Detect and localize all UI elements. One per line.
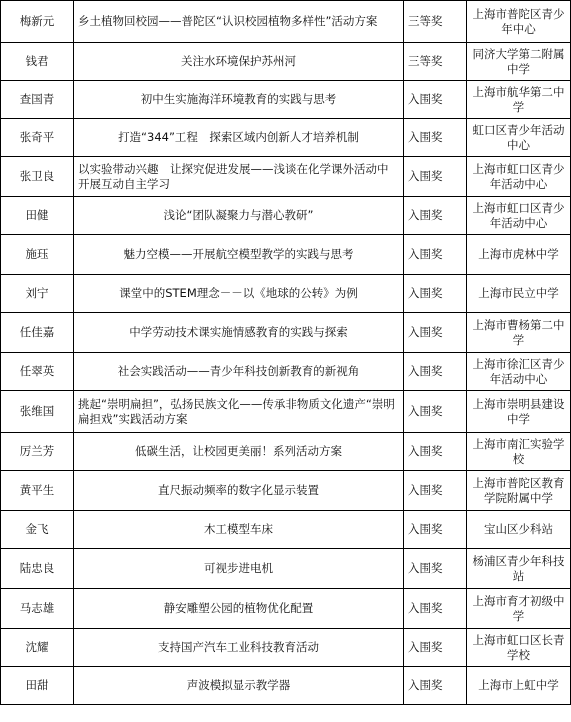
organization-cell: 上海市普陀区教育学院附属中学 <box>467 471 571 511</box>
organization-cell: 上海市曹杨第二中学 <box>467 313 571 353</box>
organization-cell: 上海市徐汇区青少年活动中心 <box>467 353 571 391</box>
title-cell: 乡土植物回校园——普陀区“认识校园植物多样性”活动方案 <box>74 1 404 43</box>
organization-cell: 上海市虹口区长青学校 <box>467 629 571 667</box>
organization-cell: 上海市航华第二中学 <box>467 81 571 119</box>
name-cell: 施珏 <box>1 235 74 275</box>
organization-cell: 杨浦区青少年科技站 <box>467 549 571 589</box>
table-row <box>1 197 571 235</box>
award-cell: 入围奖 <box>404 81 467 119</box>
table-row <box>1 81 571 119</box>
table-row <box>1 511 571 549</box>
name-cell: 陆忠良 <box>1 549 74 589</box>
name-cell: 厉兰芳 <box>1 433 74 471</box>
title-cell: 低碳生活，让校园更美丽！系列活动方案 <box>74 433 404 471</box>
name-cell: 张卫良 <box>1 157 74 197</box>
name-cell: 黄平生 <box>1 471 74 511</box>
title-cell: 社会实践活动——青少年科技创新教育的新视角 <box>74 353 404 391</box>
table-row <box>1 275 571 313</box>
award-cell: 入围奖 <box>404 353 467 391</box>
table-row <box>1 43 571 81</box>
title-cell: 静安雕塑公园的植物优化配置 <box>74 589 404 629</box>
name-cell: 张奇平 <box>1 119 74 157</box>
award-cell: 入围奖 <box>404 313 467 353</box>
table-row <box>1 629 571 667</box>
organization-cell: 上海市上虹中学 <box>467 667 571 705</box>
title-cell: 挑起“崇明扁担”，弘扬民族文化——传承非物质文化遗产“崇明扁担戏”实践活动方案 <box>74 391 404 433</box>
organization-cell: 上海市虹口区青少年活动中心 <box>467 157 571 197</box>
award-cell: 三等奖 <box>404 43 467 81</box>
title-cell: 魅力空模——开展航空模型教学的实践与思考 <box>74 235 404 275</box>
table-row <box>1 433 571 471</box>
title-cell: 打造“344”工程 探索区域内创新人才培养机制 <box>74 119 404 157</box>
title-cell: 直尺振动频率的数字化显示装置 <box>74 471 404 511</box>
name-cell: 查国青 <box>1 81 74 119</box>
table-row <box>1 119 571 157</box>
award-cell: 入围奖 <box>404 629 467 667</box>
table-row <box>1 549 571 589</box>
organization-cell: 上海市普陀区青少年中心 <box>467 1 571 43</box>
title-cell: 木工模型车床 <box>74 511 404 549</box>
award-cell: 入围奖 <box>404 275 467 313</box>
table-row <box>1 235 571 275</box>
table-row <box>1 667 571 705</box>
title-cell: 课堂中的STEM理念－－以《地球的公转》为例 <box>74 275 404 313</box>
title-cell: 初中生实施海洋环境教育的实践与思考 <box>74 81 404 119</box>
name-cell: 马志雄 <box>1 589 74 629</box>
organization-cell: 上海市虹口区青少年活动中心 <box>467 197 571 235</box>
organization-cell: 上海市育才初级中学 <box>467 589 571 629</box>
organization-cell: 宝山区少科站 <box>467 511 571 549</box>
award-cell: 入围奖 <box>404 157 467 197</box>
award-cell: 入围奖 <box>404 667 467 705</box>
award-cell: 三等奖 <box>404 1 467 43</box>
table-row <box>1 157 571 197</box>
award-cell: 入围奖 <box>404 433 467 471</box>
title-cell: 可视步进电机 <box>74 549 404 589</box>
organization-cell: 上海市民立中学 <box>467 275 571 313</box>
name-cell: 任佳嘉 <box>1 313 74 353</box>
title-cell: 以实验带动兴趣 让探究促进发展——浅谈在化学课外活动中开展互动自主学习 <box>74 157 404 197</box>
title-cell: 中学劳动技术课实施情感教育的实践与探索 <box>74 313 404 353</box>
organization-cell: 同济大学第二附属中学 <box>467 43 571 81</box>
organization-cell: 上海市南汇实验学校 <box>467 433 571 471</box>
award-cell: 入围奖 <box>404 471 467 511</box>
title-cell: 声波模拟显示教学器 <box>74 667 404 705</box>
table-row <box>1 313 571 353</box>
title-cell: 关注水环境保护苏州河 <box>74 43 404 81</box>
award-cell: 入围奖 <box>404 549 467 589</box>
name-cell: 任翠英 <box>1 353 74 391</box>
organization-cell: 上海市崇明县建设中学 <box>467 391 571 433</box>
name-cell: 张维国 <box>1 391 74 433</box>
title-cell: 浅论“团队凝聚力与潜心教研” <box>74 197 404 235</box>
name-cell: 田甜 <box>1 667 74 705</box>
name-cell: 金飞 <box>1 511 74 549</box>
awards-table-body <box>1 1 571 705</box>
table-row <box>1 353 571 391</box>
name-cell: 沈耀 <box>1 629 74 667</box>
name-cell: 钱君 <box>1 43 74 81</box>
name-cell: 梅新元 <box>1 1 74 43</box>
table-row <box>1 471 571 511</box>
table-row <box>1 391 571 433</box>
award-cell: 入围奖 <box>404 391 467 433</box>
award-cell: 入围奖 <box>404 197 467 235</box>
name-cell: 刘宁 <box>1 275 74 313</box>
award-cell: 入围奖 <box>404 119 467 157</box>
organization-cell: 上海市虎林中学 <box>467 235 571 275</box>
name-cell: 田健 <box>1 197 74 235</box>
title-cell: 支持国产汽车工业科技教育活动 <box>74 629 404 667</box>
award-cell: 入围奖 <box>404 511 467 549</box>
table-row <box>1 589 571 629</box>
table-row <box>1 1 571 43</box>
award-cell: 入围奖 <box>404 235 467 275</box>
award-cell: 入围奖 <box>404 589 467 629</box>
organization-cell: 虹口区青少年活动中心 <box>467 119 571 157</box>
